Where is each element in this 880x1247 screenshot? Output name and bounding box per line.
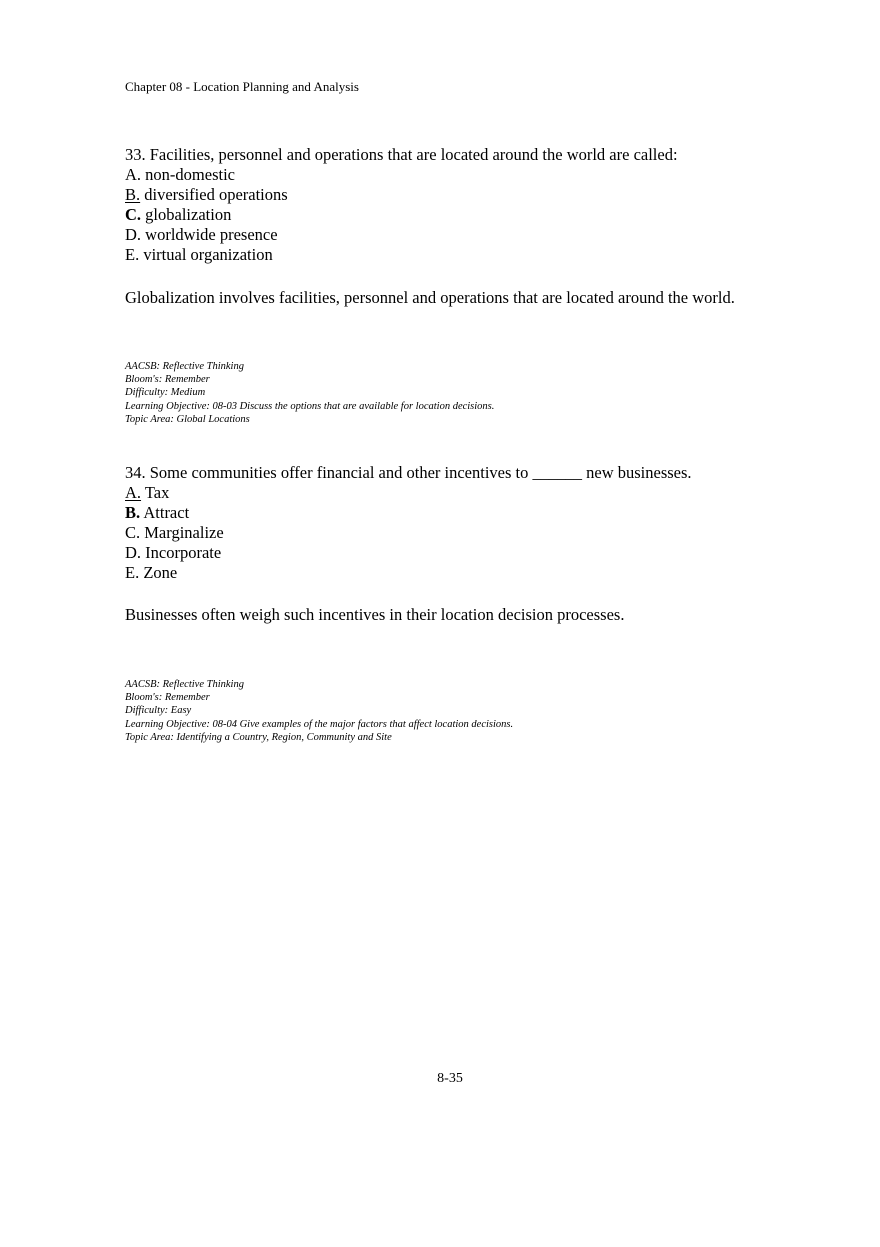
question-stem: 33. Facilities, personnel and operations that are located around the world are called: <box>125 145 678 164</box>
metadata-aacsb: AACSB: Reflective Thinking <box>125 361 244 372</box>
metadata-difficulty: Difficulty: Easy <box>125 705 192 717</box>
option-text: globalization <box>141 205 232 224</box>
metadata-difficulty: Difficulty: Medium <box>125 387 206 399</box>
answer-explanation-34: Businesses often weigh such incentives in their location decision processes. <box>125 605 625 624</box>
option-text: Incorporate <box>141 543 222 562</box>
answer-option-c <box>125 523 825 543</box>
metadata-topic-area: Topic Area: Identifying a Country, Region, Community and Site <box>125 731 392 743</box>
metadata-blooms: Bloom's: Remember <box>125 374 210 386</box>
metadata-topic-area: Topic Area: Global Locations <box>125 413 250 425</box>
question-metadata-33 <box>125 360 494 426</box>
answer-option-e <box>125 563 825 583</box>
answer-option-a <box>125 165 825 185</box>
option-text: Marginalize <box>140 523 224 542</box>
question-stem: 34. Some communities offer financial and other incentives to ______ new businesses. <box>125 463 692 482</box>
option-letter: C. <box>125 205 142 224</box>
option-text: Tax <box>141 483 170 502</box>
option-letter: A. <box>125 483 142 502</box>
answer-option-b <box>125 185 825 205</box>
option-letter: D. <box>125 543 142 562</box>
answer-option-e <box>125 245 825 265</box>
metadata-blooms: Bloom's: Remember <box>125 692 210 704</box>
option-letter: E. <box>125 563 140 582</box>
metadata-aacsb: AACSB: Reflective Thinking <box>125 679 244 690</box>
question-33 <box>125 145 825 265</box>
option-text: Zone <box>139 563 178 582</box>
metadata-learning-objective: Learning Objective: 08-03 Discuss the options that are available for location decisions. <box>125 400 495 412</box>
option-letter: B. <box>125 185 141 204</box>
option-text: virtual organization <box>139 245 273 264</box>
option-letter: E. <box>125 245 140 264</box>
answer-explanation-33: Globalization involves facilities, personnel and operations that are located around the world. <box>125 288 735 307</box>
chapter-header: Chapter 08 - Location Planning and Analysis <box>125 79 359 94</box>
question-34 <box>125 463 825 583</box>
metadata-learning-objective: Learning Objective: 08-04 Give examples of the major factors that affect location decisions. <box>125 718 514 730</box>
answer-option-c-correct <box>125 205 825 225</box>
option-letter: D. <box>125 225 142 244</box>
page-number: 8-35 <box>437 1071 463 1086</box>
option-text: diversified operations <box>140 185 288 204</box>
option-letter: B. <box>125 503 141 522</box>
answer-option-d <box>125 543 825 563</box>
option-text: worldwide presence <box>141 225 278 244</box>
option-text: non-domestic <box>141 165 235 184</box>
question-metadata-34 <box>125 678 513 744</box>
option-text: Attract <box>140 503 190 522</box>
answer-option-a <box>125 483 825 503</box>
answer-option-d <box>125 225 825 245</box>
option-letter: A. <box>125 165 142 184</box>
option-letter: C. <box>125 523 141 542</box>
answer-option-b-correct <box>125 503 825 523</box>
